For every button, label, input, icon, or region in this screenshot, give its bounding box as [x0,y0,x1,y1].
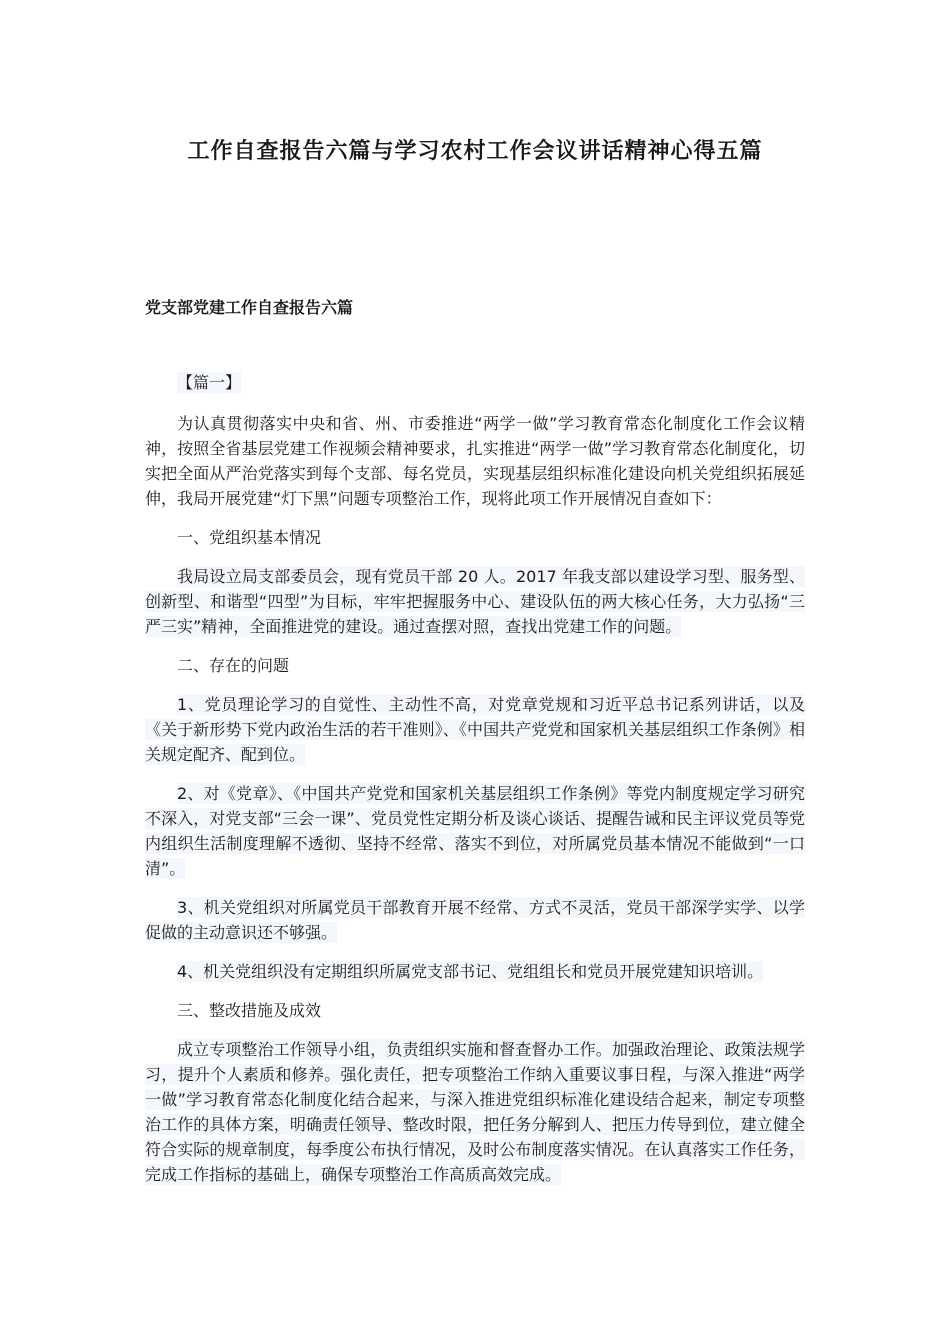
problem-item-2-text: 2、对《党章》、《中国共产党党和国家机关基层组织工作条例》等党内制度规定学习研究不深入，对党支部“三会一课”、党员党性定期分析及谈心谈话、提醒告诫和民主评议党员等党内组织生活制度理解不透彻、坚持不经常、落实不到位，对所属党员基本情况不能做到“一口清”。 [145,784,805,878]
problem-item-2 [145,781,805,881]
problem-item-4 [145,959,805,984]
chapter-label [145,370,805,395]
heading-measures: 三、整改措施及成效 [177,1001,322,1020]
chapter-label-text: 【篇一】 [177,373,242,392]
problem-item-4-text: 4、机关党组织没有定期组织所属党支部书记、党组组长和党员开展党建知识培训。 [177,962,764,981]
heading-basic-situation: 一、党组织基本情况 [177,528,322,547]
problem-item-1 [145,692,805,767]
section-title: 党支部党建工作自查报告六篇 [145,298,354,317]
paragraph-basic-situation [145,564,805,639]
paragraph-measures [145,1037,805,1187]
problem-item-3-text: 3、机关党组织对所属党员干部教育开展不经常、方式不灵活，党员干部深学实学、以学促做的主动意识还不够强。 [145,898,805,942]
problem-item-1-text: 1、党员理论学习的自觉性、主动性不高，对党章党规和习近平总书记系列讲话，以及《关于新形势下党内政治生活的若干准则》、《中国共产党党和国家机关基层组织工作条例》相关规定配齐、配到位。 [145,695,805,764]
document-title: 工作自查报告六篇与学习农村工作会议讲话精神心得五篇 [187,139,763,164]
heading-problems: 二、存在的问题 [177,656,290,675]
intro-paragraph: 为认真贯彻落实中央和省、州、市委推进“两学一做”学习教育常态化制度化工作会议精神，按照全省基层党建工作视频会精神要求，扎实推进“两学一做”学习教育常态化制度化，切实把全面从严治党落实到每个支部、每名党员，实现基层组织标准化建设向机关党组织拓展延伸，我局开展党建“灯下黑”问题专项整治工作，现将此项工作开展情况自查如下： [145,414,805,508]
paragraph-basic-situation-text: 我局设立局支部委员会，现有党员干部 20 人。2017 年我支部以建设学习型、服务型、创新型、和谐型“四型”为目标，牢牢把握服务中心、建设队伍的两大核心任务，大力弘扬“三严三实”精神，全面推进党的建设。通过查摆对照，查找出党建工作的问题。 [145,567,805,636]
paragraph-measures-text: 成立专项整治工作领导小组，负责组织实施和督查督办工作。加强政治理论、政策法规学习，提升个人素质和修养。强化责任，把专项整治工作纳入重要议事日程，与深入推进“两学一做”学习教育常态化制度化结合起来，与深入推进党组织标准化建设结合起来，制定专项整治工作的具体方案，明确责任领导、整改时限，把任务分解到人、把压力传导到位，建立健全符合实际的规章制度，每季度公布执行情况，及时公布制度落实情况。在认真落实工作任务，完成工作指标的基础上，确保专项整治工作高质高效完成。 [145,1040,805,1184]
problem-item-3 [145,895,805,945]
document-body [145,370,805,1201]
